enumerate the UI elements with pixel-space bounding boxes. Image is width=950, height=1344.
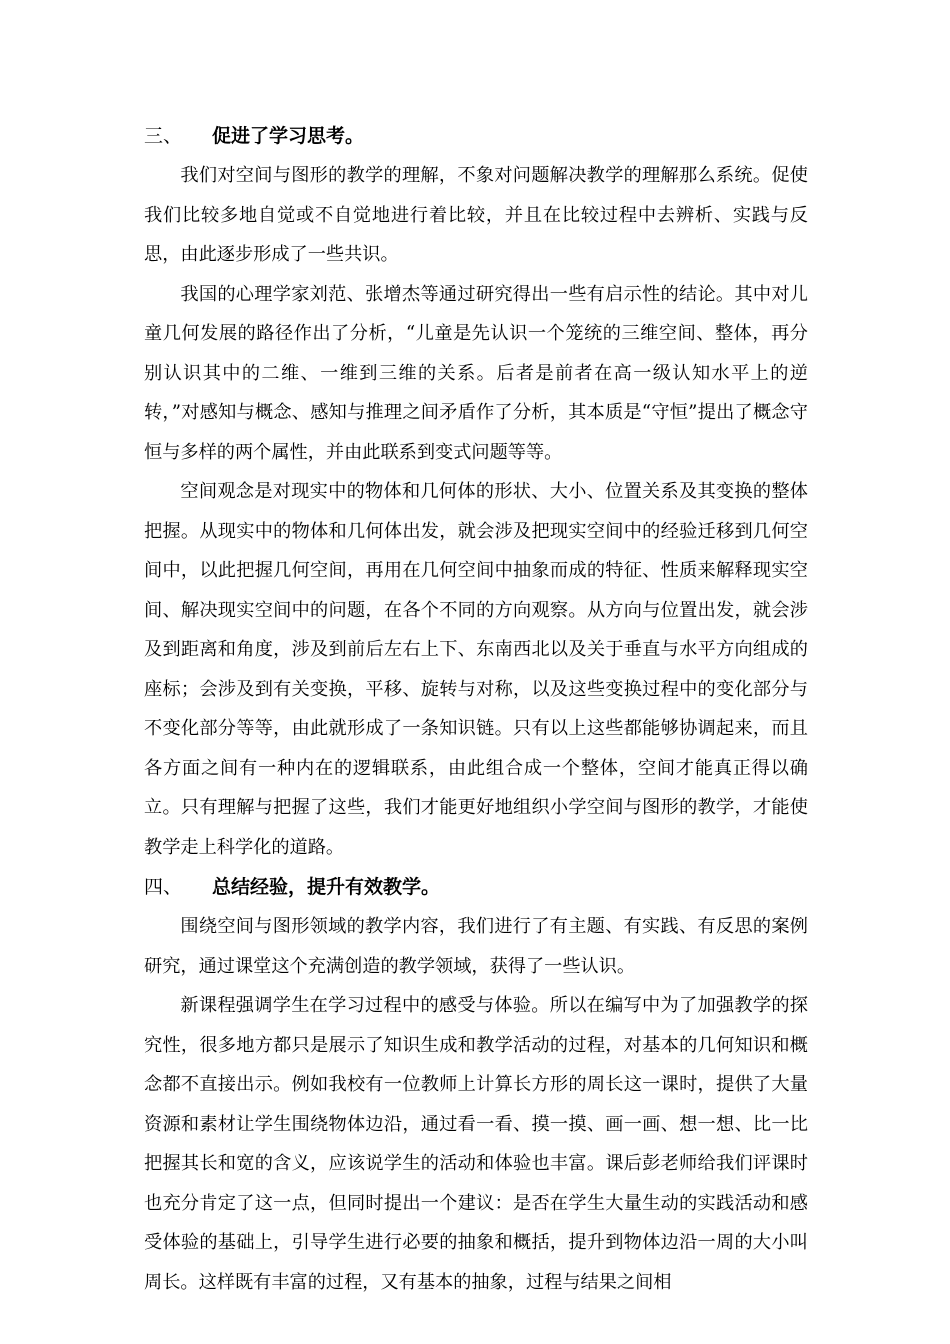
section-title: 促进了学习思考。 <box>212 125 365 147</box>
section-heading-4 <box>144 867 808 907</box>
section-heading-3 <box>144 116 808 156</box>
section-number: 三、 <box>144 125 183 147</box>
paragraph: 我们对空间与图形的教学的理解，不象对问题解决教学的理解那么系统。促使我们比较多地自觉或不自觉地进行着比较，并且在比较过程中去辨析、实践与反思，由此逐步形成了一些共识。 <box>144 165 808 265</box>
paragraph: 空间观念是对现实中的物体和几何体的形状、大小、位置关系及其变换的整体把握。从现实中的物体和几何体出发，就会涉及把现实空间中的经验迁移到几何空间中，以此把握几何空间，再用在几何空间中抽象而成的特征、性质来解释现实空间、解决现实空间中的问题，在各个不同的方向观察。从方向与位置出发，就会涉及到距离和角度，涉及到前后左右上下、东南西北以及关于垂直与水平方向组成的座标；会涉及到有关变换，平移、旋转与对称，以及这些变换过程中的变化部分与不变化部分等等，由此就形成了一条知识链。只有以上这些都能够协调起来，而且各方面之间有一种内在的逻辑联系，由此组合成一个整体，空间才能真正得以确立。只有理解与把握了这些，我们才能更好地组织小学空间与图形的教学，才能使教学走上科学化的道路。 <box>144 481 808 858</box>
section-title: 总结经验，提升有效教学。 <box>212 876 441 898</box>
paragraph: 我国的心理学家刘范、张增杰等通过研究得出一些有启示性的结论。其中对儿童几何发展的路径作出了分析，“儿童是先认识一个笼统的三维空间、整体，再分别认识其中的二维、一维到三维的关系。后者是前者在高一级认知水平上的逆转，”对感知与概念、感知与推理之间矛盾作了分析，其本质是“守恒”提出了概念守恒与多样的两个属性，并由此联系到变式问题等等。 <box>144 283 808 463</box>
section-number: 四、 <box>144 876 183 898</box>
paragraph: 新课程强调学生在学习过程中的感受与体验。所以在编写中为了加强教学的探究性，很多地方都只是展示了知识生成和教学活动的过程，对基本的几何知识和概念都不直接出示。例如我校有一位教师上计算长方形的周长这一课时，提供了大量资源和素材让学生围绕物体边沿，通过看一看、摸一摸、画一画、想一想、比一比把握其长和宽的含义，应该说学生的活动和体验也丰富。课后彭老师给我们评课时也充分肯定了这一点，但同时提出一个建议：是否在学生大量生动的实践活动和感受体验的基础上，引导学生进行必要的抽象和概括，提升到物体边沿一周的大小叫周长。这样既有丰富的过程，又有基本的抽象，过程与结果之间相 <box>144 995 808 1293</box>
document-body <box>144 116 808 1302</box>
paragraph: 围绕空间与图形领域的教学内容，我们进行了有主题、有实践、有反思的案例研究，通过课堂这个充满创造的教学领域，获得了一些认识。 <box>144 916 808 977</box>
